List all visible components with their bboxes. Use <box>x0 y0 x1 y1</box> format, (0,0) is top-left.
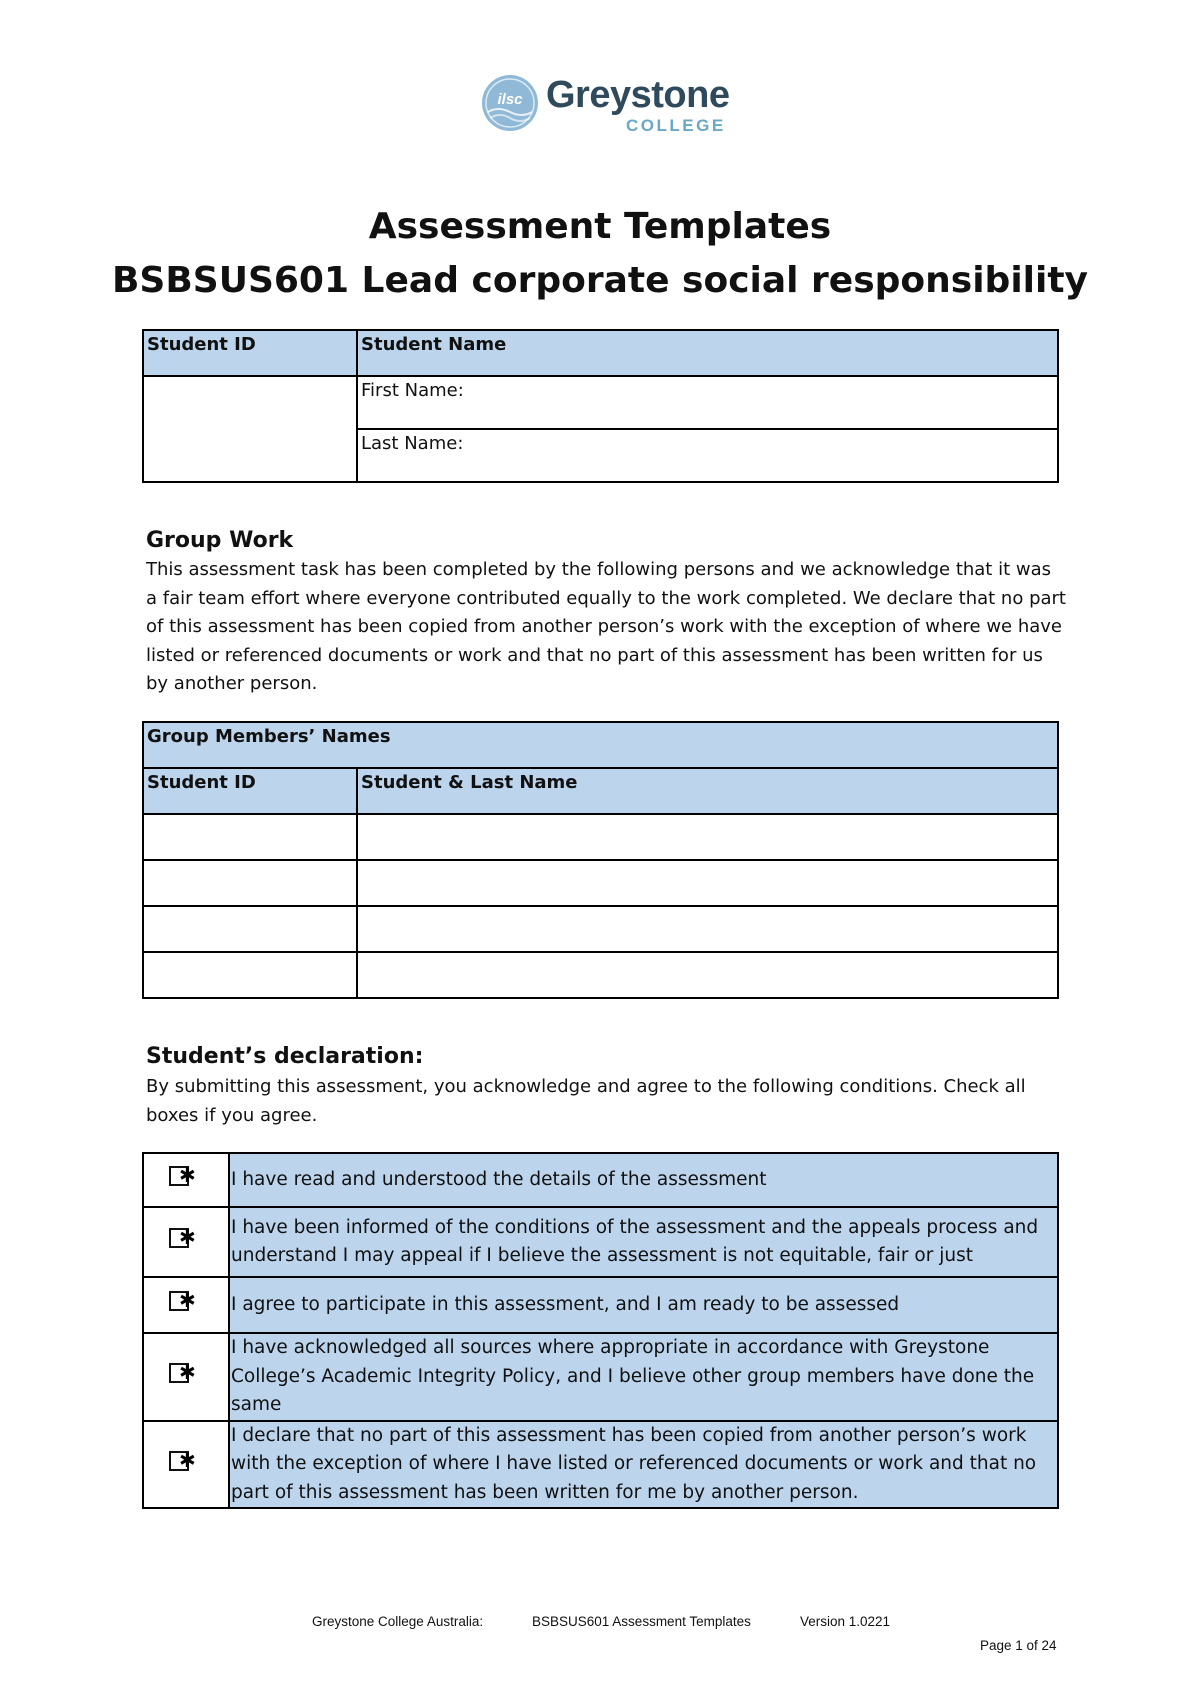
student-details-table <box>142 329 1059 483</box>
declaration-checkbox[interactable] <box>143 1421 229 1509</box>
group-members-table <box>142 721 1059 999</box>
table-row <box>143 814 1058 860</box>
logo-name: Greystone <box>546 74 730 116</box>
check-mark-icon: ✱ <box>179 1360 196 1384</box>
unit-title: BSBSUS601 Lead corporate social responsibility <box>111 260 1089 301</box>
declaration-item: I declare that no part of this assessment has been copied from another person’s work with the exception of where I have listed or referenced documents or work and that no part of this assessment has been written for me by another person. <box>229 1421 1058 1509</box>
student-name-header: Student Name <box>357 330 1058 376</box>
group-student-id-cell[interactable] <box>143 860 357 906</box>
group-student-id-cell[interactable] <box>143 906 357 952</box>
declaration-row <box>143 1207 1058 1277</box>
group-student-name-cell[interactable] <box>357 952 1058 998</box>
declaration-title: Student’s declaration: <box>146 1044 424 1069</box>
page-title: Assessment Templates <box>368 206 832 247</box>
declaration-checkbox[interactable] <box>143 1333 229 1421</box>
declaration-item: I have read and understood the details of the assessment <box>229 1153 1058 1207</box>
check-mark-icon: ✱ <box>179 1225 196 1250</box>
last-name-field[interactable] <box>357 429 1058 482</box>
check-mark-icon: ✱ <box>179 1163 196 1188</box>
table-row <box>143 952 1058 998</box>
declaration-text: By submitting this assessment, you acknowledge and agree to the following conditions. Check all boxes if you agree. <box>146 1076 1026 1126</box>
check-mark-icon: ✱ <box>179 1288 196 1313</box>
declaration-row <box>143 1421 1058 1509</box>
student-id-field[interactable] <box>143 376 357 482</box>
group-members-header: Group Members’ Names <box>143 722 1058 768</box>
declaration-checkbox[interactable] <box>143 1153 229 1207</box>
group-student-name-header: Student & Last Name <box>357 768 1058 814</box>
declaration-checkbox[interactable] <box>143 1277 229 1333</box>
footer-org: Greystone College Australia: <box>312 1614 484 1629</box>
greystone-college-logo <box>480 72 740 140</box>
last-name-label: Last Name: <box>361 433 464 454</box>
group-work-text: This assessment task has been completed by the following persons and we acknowledge that it was a fair team effort where everyone contributed equally to the work completed. We declare that no part of this assessment has been copied from another person’s work with the exception of where we have listed or referenced documents or work and that no part of this assessment has been written for us by another person. <box>146 559 1066 694</box>
footer-doc: BSBSUS601 Assessment Templates <box>532 1614 751 1629</box>
group-student-name-cell[interactable] <box>357 906 1058 952</box>
logo-sub: COLLEGE <box>626 116 726 135</box>
declaration-item: I agree to participate in this assessment, and I am ready to be assessed <box>229 1277 1058 1333</box>
declaration-row <box>143 1333 1058 1421</box>
declaration-item: I have been informed of the conditions of the assessment and the appeals process and understand I may appeal if I believe the assessment is not equitable, fair or just <box>229 1207 1058 1277</box>
first-name-label: First Name: <box>361 380 464 401</box>
group-student-id-cell[interactable] <box>143 814 357 860</box>
declaration-checkbox[interactable] <box>143 1207 229 1277</box>
declaration-item: I have acknowledged all sources where appropriate in accordance with Greystone College’s Academic Integrity Policy, and I believe other group members have done the same <box>229 1333 1058 1421</box>
check-mark-icon: ✱ <box>179 1447 196 1472</box>
group-student-name-cell[interactable] <box>357 860 1058 906</box>
student-id-header: Student ID <box>143 330 357 376</box>
page-number: Page 1 of 24 <box>980 1638 1057 1653</box>
footer-version: Version 1.0221 <box>800 1614 891 1629</box>
first-name-field[interactable] <box>357 376 1058 429</box>
table-row <box>143 860 1058 906</box>
group-student-name-cell[interactable] <box>357 814 1058 860</box>
table-row <box>143 906 1058 952</box>
group-student-id-header: Student ID <box>143 768 357 814</box>
group-student-id-cell[interactable] <box>143 952 357 998</box>
declaration-row <box>143 1277 1058 1333</box>
declaration-table <box>142 1152 1059 1509</box>
logo-badge-text: ilsc <box>497 91 523 108</box>
ilsc-badge-icon <box>480 72 540 134</box>
group-work-title: Group Work <box>146 528 294 553</box>
declaration-row <box>143 1153 1058 1207</box>
